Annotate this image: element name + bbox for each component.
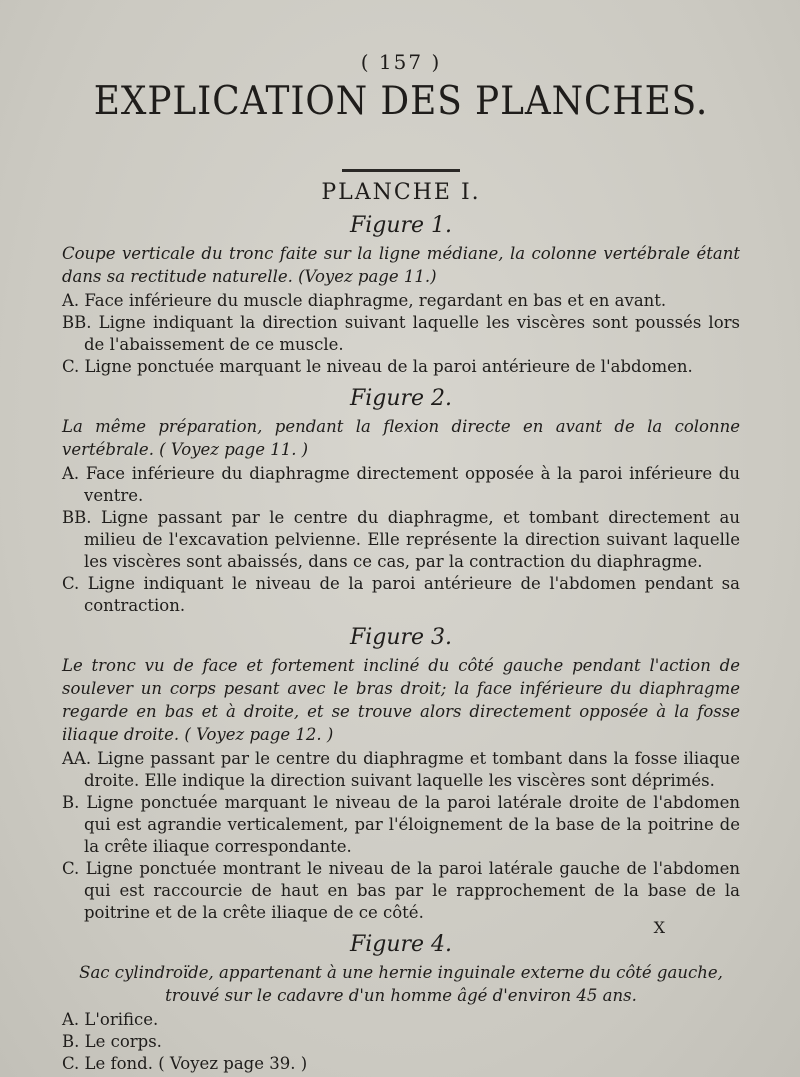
figure-1-item-a: A. Face inférieure du muscle diaphragme, regardant en bas et en avant. (62, 291, 667, 310)
figure-1-heading: Figure 1. (349, 213, 453, 238)
figure-2-heading: Figure 2. (349, 386, 453, 411)
plate-heading: PLANCHE I. (321, 180, 481, 205)
figure-4-item-a: A. L'orifice. (62, 1010, 159, 1029)
figure-3-item-c: C. Ligne ponctuée montrant le niveau de la paroi latérale gauche de l'abdomen qui est raccourcie de haut en bas par le rapprochement de la base de la poitrine et de la crête iliaque de ce côté. (62, 859, 740, 922)
page-number: ( 157 ) (360, 50, 442, 74)
figure-3-item-aa: AA. Ligne passant par le centre du diaphragme et tombant dans la fosse iliaque droite. Elle indique la direction suivant laquelle les viscères sont déprimés. (62, 749, 740, 790)
figure-2-caption: La même préparation, pendant la flexion directe en avant de la colonne vertébrale. ( Voyez page 11. ) (62, 417, 740, 459)
figure-1-section (62, 213, 740, 378)
figure-2-item-a: A. Face inférieure du diaphragme directement opposée à la paroi inférieure du ventre. (62, 464, 740, 505)
figure-4-item-b: B. Le corps. (62, 1032, 162, 1051)
figure-3-heading: Figure 3. (349, 625, 453, 650)
figure-1-item-bb: BB. Ligne indiquant la direction suivant laquelle les viscères sont poussés lors de l'abaissement de ce muscle. (62, 313, 740, 354)
figure-2-section (62, 386, 740, 617)
figure-4-item-c: C. Le fond. ( Voyez page 39. ) (62, 1054, 308, 1073)
figure-2-item-bb: BB. Ligne passant par le centre du diaphragme, et tombant directement au milieu de l'excavation pelvienne. Elle représente la direction suivant laquelle les viscères sont abaissés, dans ce cas, par la contraction du diaphragme. (62, 508, 740, 571)
figure-3-item-b: B. Ligne ponctuée marquant le niveau de la paroi latérale droite de l'abdomen qui est agrandie verticalement, par l'éloignement de la base de la poitrine de la crête iliaque correspondante. (62, 793, 740, 856)
figure-1-item-c: C. Ligne ponctuée marquant le niveau de la paroi antérieure de l'abdomen. (62, 357, 693, 376)
figure-4-heading: Figure 4. (349, 932, 453, 957)
figure-2-item-c: C. Ligne indiquant le niveau de la paroi antérieure de l'abdomen pendant sa contraction. (62, 574, 740, 615)
figure-1-caption: Coupe verticale du tronc faite sur la ligne médiane, la colonne vertébrale étant dans sa rectitude naturelle. (Voyez page 11.) (62, 244, 740, 286)
signature-mark: X (653, 918, 665, 937)
figure-4-caption: Sac cylindroïde, appartenant à une hernie inguinale externe du côté gauche, trouvé sur le cadavre d'un homme âgé d'environ 45 ans. (79, 963, 723, 1005)
figure-4-section (62, 932, 740, 1075)
page-title: EXPLICATION DES PLANCHES. (93, 79, 709, 124)
figure-3-caption: Le tronc vu de face et fortement incliné du côté gauche pendant l'action de soulever un corps pesant avec le bras droit; la face inférieure du diaphragme regarde en bas et à droite, et se trouve alors directement opposée à la fosse iliaque droite. ( Voyez page 12. ) (62, 656, 740, 744)
title-rule (342, 169, 460, 172)
figure-3-section (62, 625, 740, 924)
